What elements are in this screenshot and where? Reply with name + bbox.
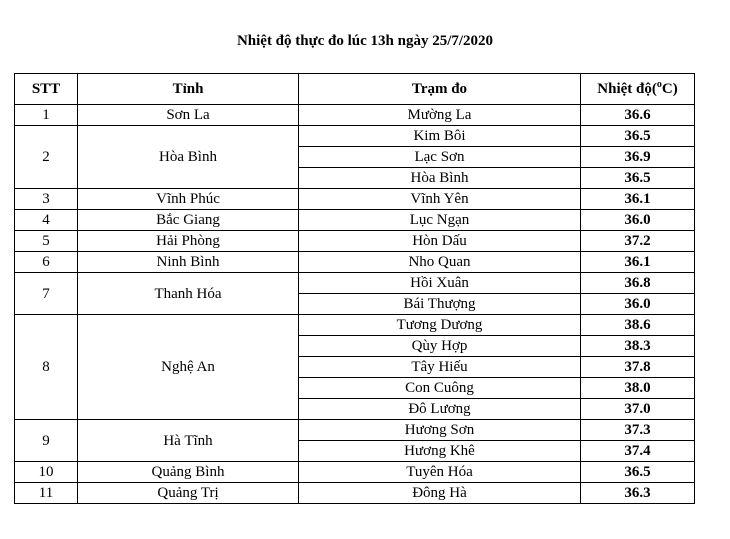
- stt-cell: 1: [15, 105, 78, 126]
- header-temperature-suffix: C): [661, 81, 678, 97]
- header-province: Tỉnh: [78, 74, 299, 105]
- province-cell: Quảng Bình: [78, 462, 299, 483]
- province-cell: Quảng Trị: [78, 483, 299, 504]
- table-row: [15, 483, 695, 504]
- stt-cell: 9: [15, 420, 78, 462]
- temperature-cell: 36.1: [581, 252, 695, 273]
- station-cell: Đông Hà: [299, 483, 581, 504]
- stt-cell: 2: [15, 126, 78, 189]
- table-row: [15, 189, 695, 210]
- station-cell: Nho Quan: [299, 252, 581, 273]
- stt-cell: 7: [15, 273, 78, 315]
- temperature-cell: 36.6: [581, 105, 695, 126]
- table-row: [15, 420, 695, 441]
- station-cell: Mường La: [299, 105, 581, 126]
- header-temperature-degree: o: [656, 79, 662, 90]
- header-temperature-prefix: Nhiệt độ(: [597, 81, 657, 97]
- stt-cell: 10: [15, 462, 78, 483]
- station-cell: Lạc Sơn: [299, 147, 581, 168]
- station-cell: Vĩnh Yên: [299, 189, 581, 210]
- header-row: [15, 74, 695, 105]
- station-cell: Tây Hiếu: [299, 357, 581, 378]
- stt-cell: 4: [15, 210, 78, 231]
- temperature-table: [14, 73, 695, 504]
- temperature-cell: 36.3: [581, 483, 695, 504]
- temperature-cell: 36.9: [581, 147, 695, 168]
- table-row: [15, 252, 695, 273]
- station-cell: Hương Khê: [299, 441, 581, 462]
- temperature-cell: 36.0: [581, 210, 695, 231]
- header-stt: STT: [15, 74, 78, 105]
- table-title: Nhiệt độ thực đo lúc 13h ngày 25/7/2020: [236, 33, 494, 49]
- province-cell: Sơn La: [78, 105, 299, 126]
- station-cell: Đô Lương: [299, 399, 581, 420]
- province-cell: Thanh Hóa: [78, 273, 299, 315]
- stt-cell: 3: [15, 189, 78, 210]
- province-cell: Nghệ An: [78, 315, 299, 420]
- temperature-cell: 36.1: [581, 189, 695, 210]
- station-cell: Lục Ngạn: [299, 210, 581, 231]
- temperature-cell: 38.6: [581, 315, 695, 336]
- station-cell: Hồi Xuân: [299, 273, 581, 294]
- station-cell: Con Cuông: [299, 378, 581, 399]
- temperature-cell: 37.2: [581, 231, 695, 252]
- station-cell: Hòn Dấu: [299, 231, 581, 252]
- station-cell: Qùy Hợp: [299, 336, 581, 357]
- table-row: [15, 210, 695, 231]
- temperature-cell: 38.3: [581, 336, 695, 357]
- header-temperature: [581, 74, 695, 105]
- stt-cell: 6: [15, 252, 78, 273]
- province-cell: Ninh Bình: [78, 252, 299, 273]
- stt-cell: 8: [15, 315, 78, 420]
- table-body: [15, 105, 695, 504]
- station-cell: Hòa Bình: [299, 168, 581, 189]
- province-cell: Hòa Bình: [78, 126, 299, 189]
- table-row: [15, 231, 695, 252]
- table-row: [15, 462, 695, 483]
- temperature-cell: 37.3: [581, 420, 695, 441]
- temperature-cell: 36.8: [581, 273, 695, 294]
- table-row: [15, 126, 695, 147]
- temperature-cell: 36.0: [581, 294, 695, 315]
- station-cell: Bái Thượng: [299, 294, 581, 315]
- station-cell: Hương Sơn: [299, 420, 581, 441]
- temperature-cell: 37.8: [581, 357, 695, 378]
- stt-cell: 11: [15, 483, 78, 504]
- temperature-cell: 37.4: [581, 441, 695, 462]
- table-row: [15, 105, 695, 126]
- table-row: [15, 273, 695, 294]
- temperature-cell: 38.0: [581, 378, 695, 399]
- province-cell: Bắc Giang: [78, 210, 299, 231]
- temperature-cell: 37.0: [581, 399, 695, 420]
- station-cell: Tuyên Hóa: [299, 462, 581, 483]
- province-cell: Vĩnh Phúc: [78, 189, 299, 210]
- stt-cell: 5: [15, 231, 78, 252]
- province-cell: Hà Tĩnh: [78, 420, 299, 462]
- temperature-cell: 36.5: [581, 126, 695, 147]
- temperature-cell: 36.5: [581, 462, 695, 483]
- station-cell: Tương Dương: [299, 315, 581, 336]
- temperature-cell: 36.5: [581, 168, 695, 189]
- table-row: [15, 315, 695, 336]
- province-cell: Hải Phòng: [78, 231, 299, 252]
- header-station: Trạm đo: [299, 74, 581, 105]
- station-cell: Kim Bôi: [299, 126, 581, 147]
